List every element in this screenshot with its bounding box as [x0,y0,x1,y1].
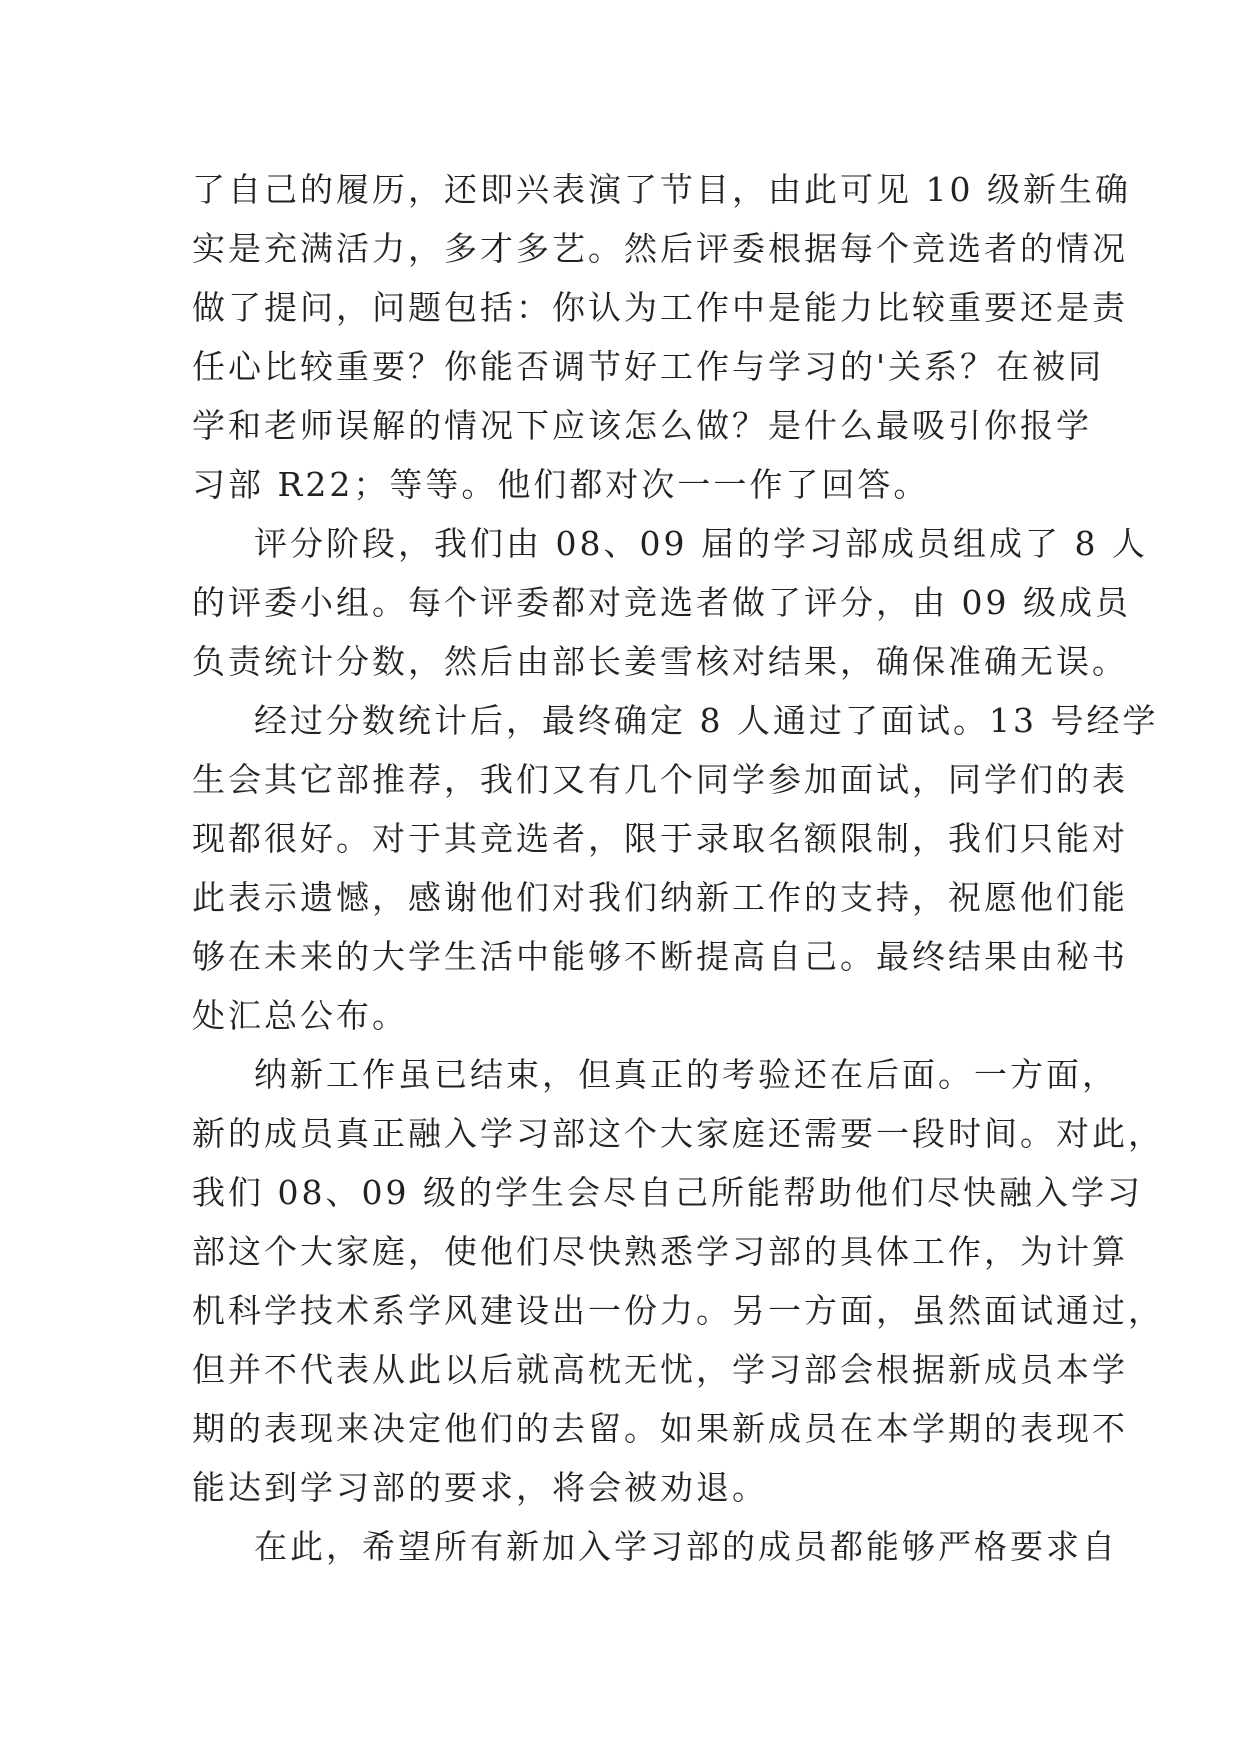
paragraph-start-line: 在此，希望所有新加入学习部的成员都能够严格要求自 [254,1527,1118,1566]
text-line: 部这个大家庭，使他们尽快熟悉学习部的具体工作，为计算 [192,1232,1128,1271]
text-line: 新的成员真正融入学习部这个大家庭还需要一段时间。对此， [192,1114,1164,1153]
paragraph-start-line: 经过分数统计后，最终确定 8 人通过了面试。13 号经学 [254,701,1159,740]
text-line: 负责统计分数，然后由部长姜雪核对结果，确保准确无误。 [192,642,1128,681]
text-line: 习部 R22；等等。他们都对次一一作了回答。 [192,465,930,504]
paragraph-start-line: 评分阶段，我们由 08、09 届的学习部成员组成了 8 人 [254,524,1148,563]
text-line: 做了提问，问题包括：你认为工作中是能力比较重要还是责 [192,288,1128,327]
body-text [192,160,1164,1576]
text-line: 够在未来的大学生活中能够不断提高自己。最终结果由秘书 [192,937,1128,976]
text-line: 现都很好。对于其竞选者，限于录取名额限制，我们只能对 [192,819,1128,858]
text-line: 生会其它部推荐，我们又有几个同学参加面试，同学们的表 [192,760,1128,799]
text-line: 处汇总公布。 [192,996,408,1035]
text-line: 了自己的履历，还即兴表演了节目，由此可见 10 级新生确 [192,170,1131,209]
text-line: 任心比较重要？你能否调节好工作与学习的'关系？在被同 [192,347,1105,386]
text-line: 的评委小组。每个评委都对竞选者做了评分，由 09 级成员 [192,583,1131,622]
text-line: 期的表现来决定他们的去留。如果新成员在本学期的表现不 [192,1409,1128,1448]
text-line: 机科学技术系学风建设出一份力。另一方面，虽然面试通过， [192,1291,1164,1330]
text-line: 此表示遗憾，感谢他们对我们纳新工作的支持，祝愿他们能 [192,878,1128,917]
text-line: 但并不代表从此以后就高枕无忧，学习部会根据新成员本学 [192,1350,1128,1389]
text-line: 能达到学习部的要求，将会被劝退。 [192,1468,768,1507]
paragraph-start-line: 纳新工作虽已结束，但真正的考验还在后面。一方面， [254,1055,1118,1094]
text-line: 我们 08、09 级的学生会尽自己所能帮助他们尽快融入学习 [192,1173,1143,1212]
text-line: 实是充满活力，多才多艺。然后评委根据每个竞选者的情况 [192,229,1128,268]
text-line: 学和老师误解的情况下应该怎么做？是什么最吸引你报学 [192,406,1092,445]
